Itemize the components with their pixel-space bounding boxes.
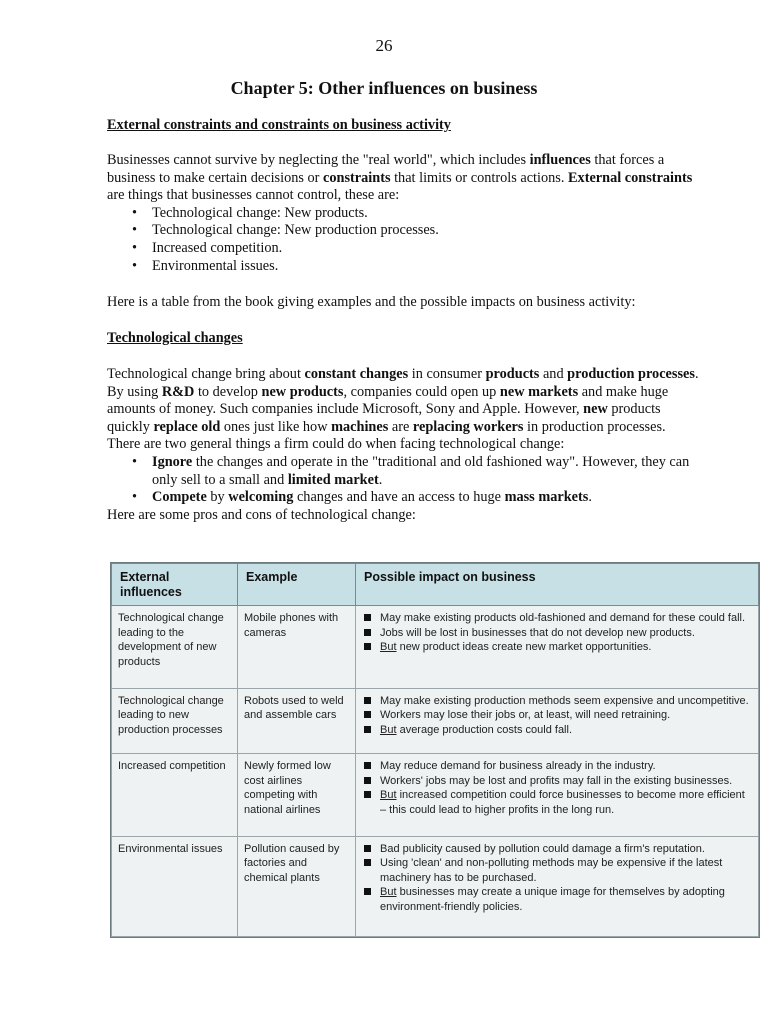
option-text: changes and have an access to huge bbox=[293, 489, 505, 506]
impact-text: May reduce demand for business already in the industry. bbox=[380, 760, 656, 773]
square-bullet-icon bbox=[364, 711, 371, 718]
list-item: • Increased competition. bbox=[152, 240, 707, 258]
bold-term: constant changes bbox=[304, 366, 409, 382]
impact-cell bbox=[356, 754, 759, 837]
bold-term: new products bbox=[261, 383, 344, 400]
list-item bbox=[152, 489, 707, 507]
section-heading-text: External constraints and constraints on business activity bbox=[107, 117, 451, 133]
bold-term: welcoming bbox=[228, 489, 294, 506]
impact-text: increased competition could force businesses to become more efficient – this could lead to higher profits in the long run. bbox=[380, 789, 745, 816]
impact-item bbox=[362, 708, 752, 723]
tech-text: in production processes. bbox=[523, 418, 666, 435]
impact-text: businesses may create a unique image for themselves by adopting environment-friendly policies. bbox=[380, 886, 725, 913]
impact-text: new product ideas create new market opportunities. bbox=[396, 641, 652, 653]
square-bullet-icon bbox=[364, 697, 371, 704]
list-item: • Technological change: New products. bbox=[152, 205, 707, 223]
section-heading-external-constraints bbox=[107, 117, 707, 135]
impact-text: Workers' jobs may be lost and profits may fall in the existing businesses. bbox=[380, 774, 733, 787]
intro-text: that limits or controls actions. bbox=[390, 169, 569, 186]
impact-text: May make existing products old-fashioned and demand for these could fall. bbox=[380, 612, 746, 624]
tech-text: Technological change bring about bbox=[107, 366, 305, 382]
impact-item bbox=[362, 611, 752, 626]
bold-term: production processes bbox=[567, 366, 695, 382]
table-row bbox=[112, 754, 759, 837]
table-row bbox=[112, 688, 759, 753]
impact-item bbox=[362, 723, 752, 738]
impact-item bbox=[362, 774, 752, 789]
tech-text: ones just like how bbox=[220, 418, 332, 435]
table-intro: Here is a table from the book giving examples and the possible impacts on business activity: bbox=[107, 294, 636, 310]
square-bullet-icon bbox=[364, 791, 371, 798]
square-bullet-icon bbox=[364, 726, 371, 733]
example-cell: Mobile phones with cameras bbox=[238, 606, 356, 689]
impact-item bbox=[362, 842, 752, 857]
but-word: But bbox=[380, 641, 397, 653]
section-heading-text: Technological changes bbox=[107, 330, 243, 346]
constraints-list bbox=[107, 205, 707, 275]
chapter-title: Chapter 5: Other influences on business bbox=[230, 78, 538, 98]
table-row bbox=[112, 606, 759, 689]
square-bullet-icon bbox=[364, 614, 371, 621]
table-row bbox=[112, 836, 759, 936]
tech-text: and bbox=[539, 366, 568, 382]
options-list bbox=[107, 454, 707, 507]
list-item: • Technological change: New production processes. bbox=[152, 222, 707, 240]
impact-text: average production costs could fall. bbox=[396, 723, 573, 736]
column-header: Example bbox=[238, 564, 356, 606]
tech-text: to develop bbox=[194, 383, 262, 400]
tech-paragraph bbox=[107, 366, 707, 524]
impact-item bbox=[362, 694, 752, 709]
bold-term: Ignore bbox=[152, 453, 193, 470]
bold-term: influences bbox=[529, 152, 591, 168]
bold-term: R&D bbox=[161, 383, 195, 400]
column-header: External influences bbox=[112, 564, 238, 606]
table-header-row bbox=[112, 564, 759, 606]
option-text: . bbox=[378, 471, 383, 488]
impact-text: Bad publicity caused by pollution could damage a firm's reputation. bbox=[380, 842, 705, 855]
but-word: But bbox=[380, 723, 397, 736]
option-text: . bbox=[588, 489, 592, 506]
impact-item bbox=[362, 640, 752, 655]
tech-text: products quickly bbox=[107, 401, 661, 435]
intro-text: Businesses cannot survive by neglecting the "real world", which includes bbox=[107, 152, 530, 168]
influence-cell: Technological change leading to the development of new products bbox=[112, 606, 238, 689]
list-item bbox=[152, 454, 707, 489]
option-text: the changes and operate in the "traditional and old fashioned way". However, they can only sell to a small and bbox=[152, 453, 690, 488]
bold-term: machines bbox=[331, 418, 389, 435]
bold-term: replace old bbox=[153, 418, 221, 435]
intro-text: are things that businesses cannot control, these are: bbox=[107, 187, 400, 204]
tech-text: in consumer bbox=[408, 366, 486, 382]
square-bullet-icon bbox=[364, 643, 371, 650]
bold-term: replacing workers bbox=[412, 418, 524, 435]
option-text: by bbox=[206, 489, 229, 506]
impact-item bbox=[362, 759, 752, 774]
bold-term: new markets bbox=[499, 383, 579, 400]
bold-term: constraints bbox=[323, 169, 391, 186]
impact-text: Workers may lose their jobs or, at least, will need retraining. bbox=[380, 709, 671, 722]
page-number: 26 bbox=[375, 36, 393, 55]
impact-item bbox=[362, 885, 752, 914]
bold-term: Compete bbox=[152, 489, 207, 506]
impact-item bbox=[362, 626, 752, 641]
bold-term: mass markets bbox=[504, 489, 589, 506]
list-item: • Environmental issues. bbox=[152, 258, 707, 276]
influence-cell: Environmental issues bbox=[112, 836, 238, 936]
but-word: But bbox=[380, 789, 397, 802]
square-bullet-icon bbox=[364, 777, 371, 784]
example-cell: Pollution caused by factories and chemical plants bbox=[238, 836, 356, 936]
square-bullet-icon bbox=[364, 859, 371, 866]
pros-cons-intro: Here are some pros and cons of technological change: bbox=[107, 506, 416, 523]
bold-term: limited market bbox=[287, 471, 379, 488]
impact-text: Jobs will be lost in businesses that do not develop new products. bbox=[380, 626, 695, 639]
influence-cell: Increased competition bbox=[112, 754, 238, 837]
impact-item bbox=[362, 788, 752, 817]
tech-text: , companies could open up bbox=[343, 383, 500, 400]
square-bullet-icon bbox=[364, 888, 371, 895]
tech-text: . By using bbox=[107, 366, 699, 400]
square-bullet-icon bbox=[364, 629, 371, 636]
impact-cell bbox=[356, 688, 759, 753]
influences-table-figure bbox=[110, 562, 760, 938]
influences-table bbox=[111, 563, 759, 937]
bold-term: products bbox=[485, 366, 540, 382]
but-word: But bbox=[380, 886, 397, 899]
impact-cell bbox=[356, 606, 759, 689]
intro-text: that forces a business to make certain decisions or bbox=[107, 152, 665, 186]
intro-paragraph bbox=[107, 152, 707, 275]
section-heading-technological-changes bbox=[107, 330, 707, 348]
options-intro: There are two general things a firm could do when facing technological change: bbox=[107, 436, 565, 453]
impact-cell bbox=[356, 836, 759, 936]
column-header: Possible impact on business bbox=[356, 564, 759, 606]
impact-text: May make existing production methods seem expensive and uncompetitive. bbox=[380, 694, 749, 707]
bold-term: External constraints bbox=[568, 169, 693, 186]
impact-item bbox=[362, 856, 752, 885]
square-bullet-icon bbox=[364, 845, 371, 852]
square-bullet-icon bbox=[364, 762, 371, 769]
bold-term: new bbox=[583, 401, 608, 418]
impact-text: Using 'clean' and non-polluting methods may be expensive if the latest machinery has to be purchased. bbox=[380, 857, 723, 884]
example-cell: Robots used to weld and assemble cars bbox=[238, 688, 356, 753]
tech-text: are bbox=[388, 418, 413, 435]
influence-cell: Technological change leading to new production processes bbox=[112, 688, 238, 753]
example-cell: Newly formed low cost airlines competing with national airlines bbox=[238, 754, 356, 837]
tech-text: and make huge amounts of money. Such companies include Microsoft, Sony and Apple. However, bbox=[107, 383, 669, 418]
